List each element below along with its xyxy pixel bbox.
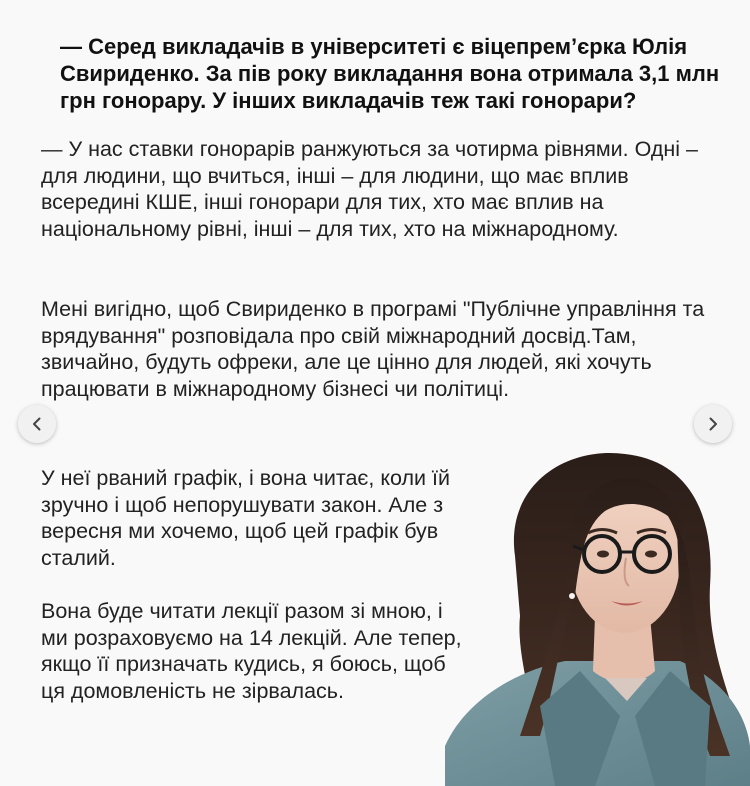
chevron-right-icon bbox=[705, 416, 721, 432]
carousel-prev-button[interactable] bbox=[18, 405, 56, 443]
answer-paragraph-1: — У нас ставки гонорарів ранжуються за чотирма рівнями. Одні – для людини, що вчиться, інші – для людини, що має вплив всередині КШЕ, інші гонорари для тих, хто має вплив на національному рівні, інші – для тих, хто на міжнародному. bbox=[41, 137, 698, 241]
answer-paragraph-3: У неї рваний графік, і вона читає, коли їй зручно і щоб непорушувати закон. Але з вересня ми хочемо, щоб цей графік був сталий. bbox=[41, 466, 450, 570]
answer-paragraph-4: Вона буде читати лекції разом зі мною, і ми розраховуємо на 14 лекцій. Але тепер, якщо її призначать кудись, я боюсь, щоб ця домовленість не зірвалась. bbox=[41, 599, 462, 703]
chevron-left-icon bbox=[29, 416, 45, 432]
portrait-photo bbox=[445, 446, 750, 786]
answer-paragraph-2: Мені вигідно, щоб Свириденко в програмі "Публічне управління та врядування" розповідала про свій міжнародний досвід.Там, звичайно, будуть офреки, але це цінно для людей, які хочуть працювати в міжнародному бізнесі чи політиці. bbox=[41, 297, 705, 401]
carousel-next-button[interactable] bbox=[694, 405, 732, 443]
interview-question: — Серед викладачів в університеті є віцепрем’єрка Юлія Свириденко. За пів року викладання вона отримала 3,1 млн грн гонорару. У інших викладачів теж такі гонорари? bbox=[60, 34, 720, 113]
